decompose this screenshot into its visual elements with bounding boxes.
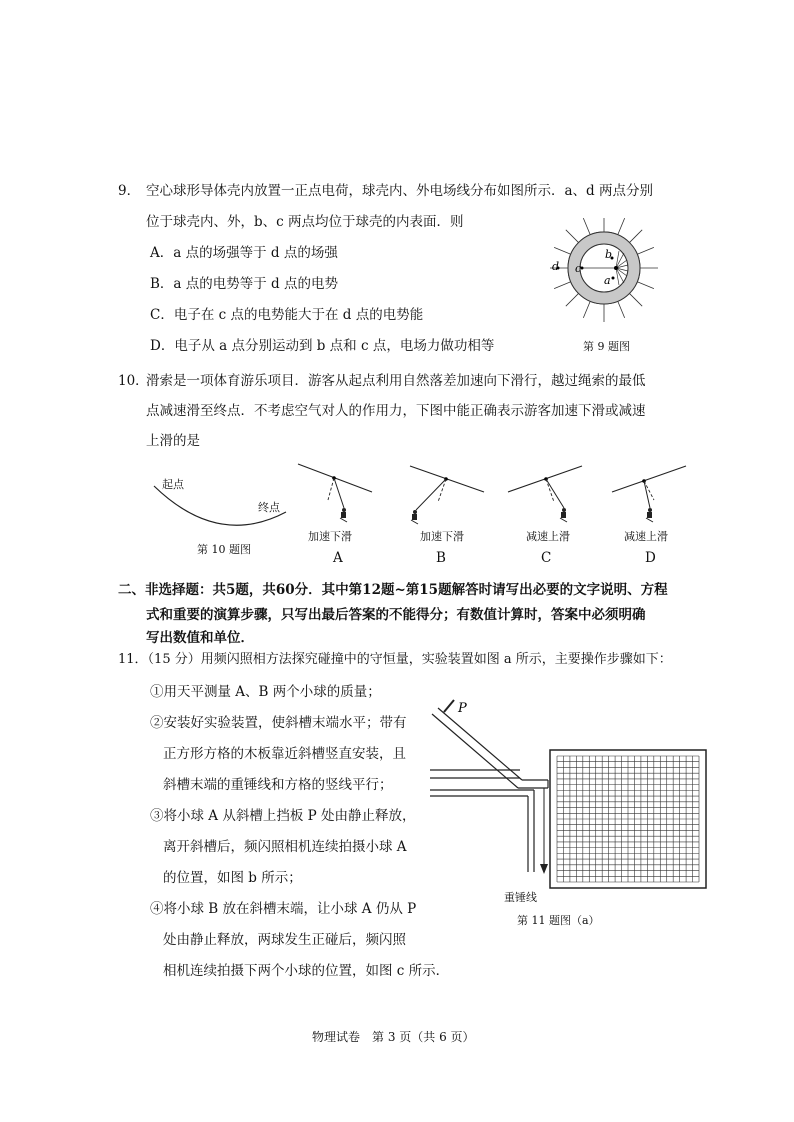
q9-stem-line2: 位于球壳内、外，b、c 两点均位于球壳的内表面．则: [146, 214, 464, 230]
q11-step1: ①用天平测量 A、B 两个小球的质量；: [150, 684, 381, 700]
field-line: [583, 301, 590, 318]
q11-figure-caption: 第 11 题图（a）: [517, 914, 600, 927]
q11-step2-line1: ②安装好实验装置，使斜槽末端水平；带有: [150, 715, 407, 731]
q11-step3-line2: 离开斜槽后，频闪照相机连续拍摄小球 A: [163, 839, 407, 855]
q10-option-c-letter: C: [541, 550, 552, 566]
field-line: [554, 282, 571, 289]
q10-option-d-letter: D: [645, 550, 656, 566]
field-line: [554, 247, 571, 254]
q9-option-a: A．a 点的场强等于 d 点的场强: [150, 245, 338, 261]
field-line: [566, 293, 579, 306]
q9-figure-spherical-shell: [534, 218, 674, 338]
q9-option-d: D．电子从 a 点分别运动到 b 点和 c 点，电场力做功相等: [150, 338, 495, 354]
q11-step2-line2: 正方形方格的木板靠近斜槽竖直安装，且: [163, 746, 406, 762]
q9-number: 9．: [118, 183, 141, 199]
q9-option-b: B．a 点的电势等于 d 点的电势: [150, 276, 338, 292]
q9-label-b: b: [605, 248, 613, 261]
q10-option-c-diagram: [506, 458, 586, 528]
field-line: [629, 293, 642, 306]
q11-label-plumb-line: 重锤线: [504, 891, 537, 904]
page-footer: 物理试卷 第 3 页（共 6 页）: [312, 1030, 475, 1044]
q9-option-c: C．电子在 c 点的电势能大于在 d 点的电势能: [150, 307, 424, 323]
q11-step3-line1: ③将小球 A 从斜槽上挡板 P 处由静止释放，: [150, 808, 416, 824]
q10-option-b-diagram: [408, 458, 488, 528]
q10-option-d-diagram: [610, 458, 690, 528]
q10-option-b-letter: B: [436, 550, 446, 566]
q11-label-P: P: [458, 701, 467, 716]
q9-stem-line1: 空心球形导体壳内放置一正点电荷，球壳内、外电场线分布如图所示．a、d 两点分别: [146, 183, 653, 199]
q11-step3-line3: 的位置，如图 b 所示；: [163, 870, 302, 886]
field-line: [637, 282, 654, 289]
q10-figure-caption: 第 10 题图: [197, 543, 251, 556]
q9-figure-caption: 第 9 题图: [583, 340, 630, 353]
q10-stem-line2: 点减速滑至终点．不考虑空气对人的作用力，下图中能正确表示游客加速下滑或减速: [146, 403, 646, 419]
point-charge: [614, 266, 618, 270]
q11-step4-line3: 相机连续拍摄下两个小球的位置，如图 c 所示．: [163, 963, 450, 979]
q11-apparatus-figure: [424, 696, 714, 911]
field-line: [583, 218, 590, 235]
q11-step2-line3: 斜槽末端的重锤线和方格的竖线平行；: [163, 777, 393, 793]
q10-option-b-desc: 加速下滑: [420, 530, 464, 543]
field-line: [566, 230, 579, 243]
q10-option-c-desc: 减速上滑: [526, 530, 570, 543]
q11-step4-line1: ④将小球 B 放在斜槽末端，让小球 A 仍从 P: [150, 901, 417, 917]
q11-step4-line2: 处由静止释放，两球发生正碰后，频闪照: [163, 932, 406, 948]
q10-number: 10．: [118, 373, 149, 389]
field-line: [618, 218, 625, 235]
q10-option-d-desc: 减速上滑: [624, 530, 668, 543]
q10-label-end: 终点: [258, 501, 280, 514]
q11-heading: 11．（15 分）用频闪照相方法探究碰撞中的守恒量，实验装置如图 a 所示，主要操作步骤如下：: [118, 652, 672, 667]
field-line: [637, 247, 654, 254]
q10-stem-line1: 滑索是一项体育游乐项目．游客从起点利用自然落差加速向下滑行，越过绳索的最低: [146, 373, 646, 389]
q10-option-a-desc: 加速下滑: [308, 530, 352, 543]
section2-heading-line2: 式和重要的演算步骤，只写出最后答案的不能得分；有数值计算时，答案中必须明确: [146, 607, 646, 623]
q9-label-c: c: [575, 262, 582, 275]
section2-heading-line3: 写出数值和单位．: [146, 630, 254, 646]
q10-stem-line3: 上滑的是: [146, 433, 200, 449]
q9-label-a: a: [604, 274, 611, 287]
q10-option-a-letter: A: [333, 550, 343, 566]
q9-label-d: d: [552, 260, 560, 273]
q10-label-start: 起点: [162, 478, 184, 491]
field-line: [629, 230, 642, 243]
section2-heading-line1: 二、非选择题：共5题，共60分．其中第12题~第15题解答时请写出必要的文字说明、方程: [118, 582, 668, 598]
field-line: [618, 301, 625, 318]
q10-option-a-diagram: [296, 458, 376, 528]
